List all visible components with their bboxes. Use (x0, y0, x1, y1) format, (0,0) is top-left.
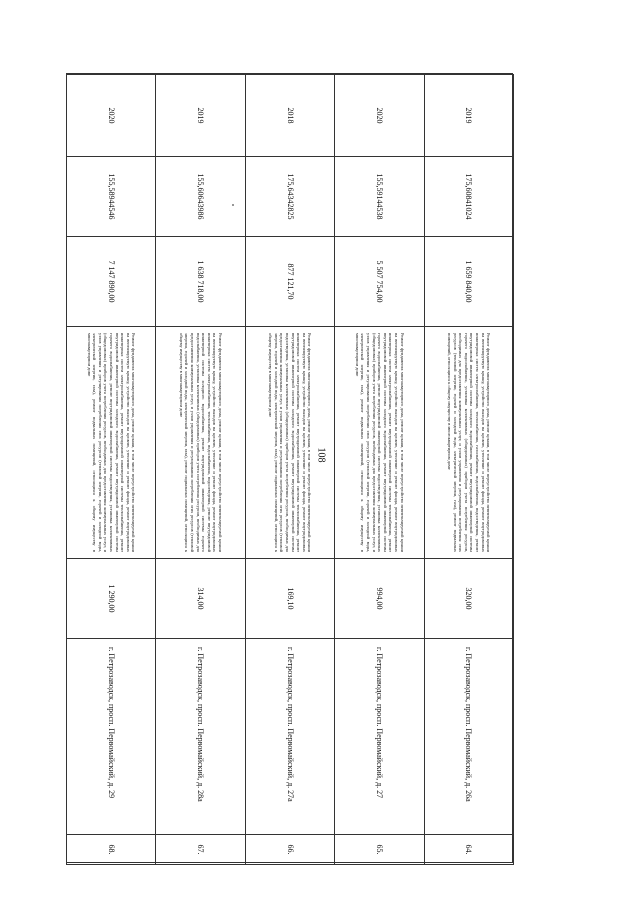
cell-works-description: Ремонт фундамента многоквартирного дома, ремонт крыши, в том числе переустройство невентилируемой крыши на вентилируемую крышу, устройство выходов на кровлю, утепление и ремонт фасада, ремонт внутридомовых инженерных систем электроснабжения, ремонт внутридомовой инженерной системы теплоснабжения, ремонт внутридомовой инженерной системы холодного водоснабжения, ремонт внутридомовой инженерной системы горячего водоснабжения, ремонт внутридомовой инженерной системы водоотведения, установка коллективных (общедомовых) приборов учета потребления ресурсов, необходимых для предоставления коммунальных услуг, и узлов управления и регулирования потребления этих ресурсов (тепловой энергии, горячей и холодной воды, электрической энергии, газа), ремонт подвальных помещений, относящихся к общему имуществу в многоквартирном доме (67, 327, 156, 559)
cell-works-description: Ремонт фундамента многоквартирного дома, ремонт крыши, в том числе переустройство невентилируемой крыши на вентилируемую крышу, устройство выходов на кровлю, утепление и ремонт фасада, ремонт внутридомовых инженерных систем электроснабжения, ремонт внутридомовой инженерной системы теплоснабжения, ремонт внутридомовой инженерной системы холодного водоснабжения, ремонт внутридомовой инженерной системы горячего водоснабжения, ремонт внутридомовой инженерной системы водоотведения, установка коллективных (общедомовых) приборов учета потребления ресурсов, необходимых для предоставления коммунальных услуг, и узлов управления и регулирования потребления этих ресурсов (тепловой энергии, горячей и холодной воды, электрической энергии, газа), ремонт подвальных помещений, относящихся к общему имуществу в многоквартирном доме (335, 327, 424, 559)
cell-cost: 5 507 754,00 (335, 237, 424, 327)
repair-schedule-table (66, 73, 513, 863)
cell-address: г. Петрозаводск, просп. Первомайский, д. 29 (67, 639, 156, 835)
table-row (67, 75, 156, 865)
table-row (245, 75, 334, 865)
cell-address: г. Петрозаводск, просп. Первомайский, д. 26а (424, 639, 513, 835)
cell-cost: 1 659 840,00 (424, 237, 513, 327)
cell-row-number: 66. (245, 835, 334, 865)
cell-cadastral-value: 155,58944546 (67, 157, 156, 237)
table-row (156, 75, 245, 865)
cell-cadastral-value: 155,60643986 (156, 157, 245, 237)
cell-row-number: 65. (335, 835, 424, 865)
cell-year: 2020 (335, 75, 424, 157)
cell-row-number: 67. (156, 835, 245, 865)
table-row (335, 75, 424, 865)
cell-row-number: 68. (67, 835, 156, 865)
cell-cadastral-value: 175,64342825 (245, 157, 334, 237)
cell-address: г. Петрозаводск, просп. Первомайский, д. 28а (156, 639, 245, 835)
cell-year: 2019 (156, 75, 245, 157)
cell-year: 2019 (424, 75, 513, 157)
cell-address: г. Петрозаводск, просп. Первомайский, д. 27а (245, 639, 334, 835)
cell-address: г. Петрозаводск, просп. Первомайский, д. 27 (335, 639, 424, 835)
cell-cost: 1 638 718,00 (156, 237, 245, 327)
cell-works-description: Ремонт фундамента многоквартирного дома, ремонт крыши, в том числе переустройство невентилируемой крыши на вентилируемую крышу, устройство выходов на кровлю, утепление и ремонт фасада, ремонт внутридомовых инженерных систем электроснабжения, ремонт внутридомовой инженерной системы теплоснабжения, ремонт внутридомовой инженерной системы холодного водоснабжения, ремонт внутридомовой инженерной системы водоотведения, установка коллективных (общедомовых) приборов учета потребления ресурсов, необходимых для предоставления коммунальных услуг, и узлов управления и регулирования потребления этих ресурсов (тепловой энергии, горячей и холодной воды, электрической энергии, газа), ремонт подвальных помещений, относящихся к общему имуществу в многоквартирном доме (245, 327, 334, 559)
page-number-text: 108 (315, 447, 327, 463)
cell-area: 1 290,00 (67, 559, 156, 639)
cell-cost: 7 147 890,00 (67, 237, 156, 327)
cell-year: 2020 (67, 75, 156, 157)
cell-area: 169,10 (245, 559, 334, 639)
cell-cost: 877 121,70 (245, 237, 334, 327)
rotated-table (66, 74, 514, 865)
cell-area: 994,00 (335, 559, 424, 639)
cell-area: 314,00 (156, 559, 245, 639)
cell-row-number: 64. (424, 835, 513, 865)
cell-area: 320,00 (424, 559, 513, 639)
table-row (424, 75, 513, 865)
cell-cadastral-value: 175,60841024 (424, 157, 513, 237)
cell-cadastral-value: 155,59144538 (335, 157, 424, 237)
cell-works-description: Ремонт фундамента многоквартирного дома, ремонт крыши, в том числе переустройство невентилируемой крыши на вентилируемую крышу, устройство выходов на кровлю, утепление и ремонт фасада, ремонт внутридомовых инженерных систем электроснабжения, теплоснабжения, водоснабжения, водоотведения, ремонт внутридомовой инженерной системы холодного водоснабжения, ремонт внутридомовой инженерной системы горячего водоснабжения, установка коллективных (общедомовых) приборов учета потребления ресурсов, необходимых для предоставления коммунальных услуг, и узлов управления и регулирования потребления этих ресурсов (тепловой энергии, горячей и холодной воды, электрической энергии, газа), ремонт подвальных помещений, относящихся к общему имуществу в многоквартирном доме (156, 327, 245, 559)
cell-works-description: Ремонт фундамента многоквартирного дома, ремонт крыши, в том числе переустройство невентилируемой крыши на вентилируемую крышу, устройство выходов на кровлю, утепление и ремонт фасада, ремонт внутридомовых инженерных систем электроснабжения, теплоснабжения, газоснабжения, водоснабжения, водоотведения, ремонт внутридомовой инженерной системы холодного водоснабжения, ремонт внутридомовой инженерной системы горячего водоснабжения, установка коллективных (общедомовых) приборов учета потребления ресурсов, необходимых для предоставления коммунальных услуг, и узлов управления и регулирования потребления этих ресурсов (тепловой энергии, горячей и холодной воды, электрической энергии, газа), ремонт подвальных помещений, относящихся к общему имуществу в многоквартирном доме (424, 327, 513, 559)
cell-year: 2018 (245, 75, 334, 157)
